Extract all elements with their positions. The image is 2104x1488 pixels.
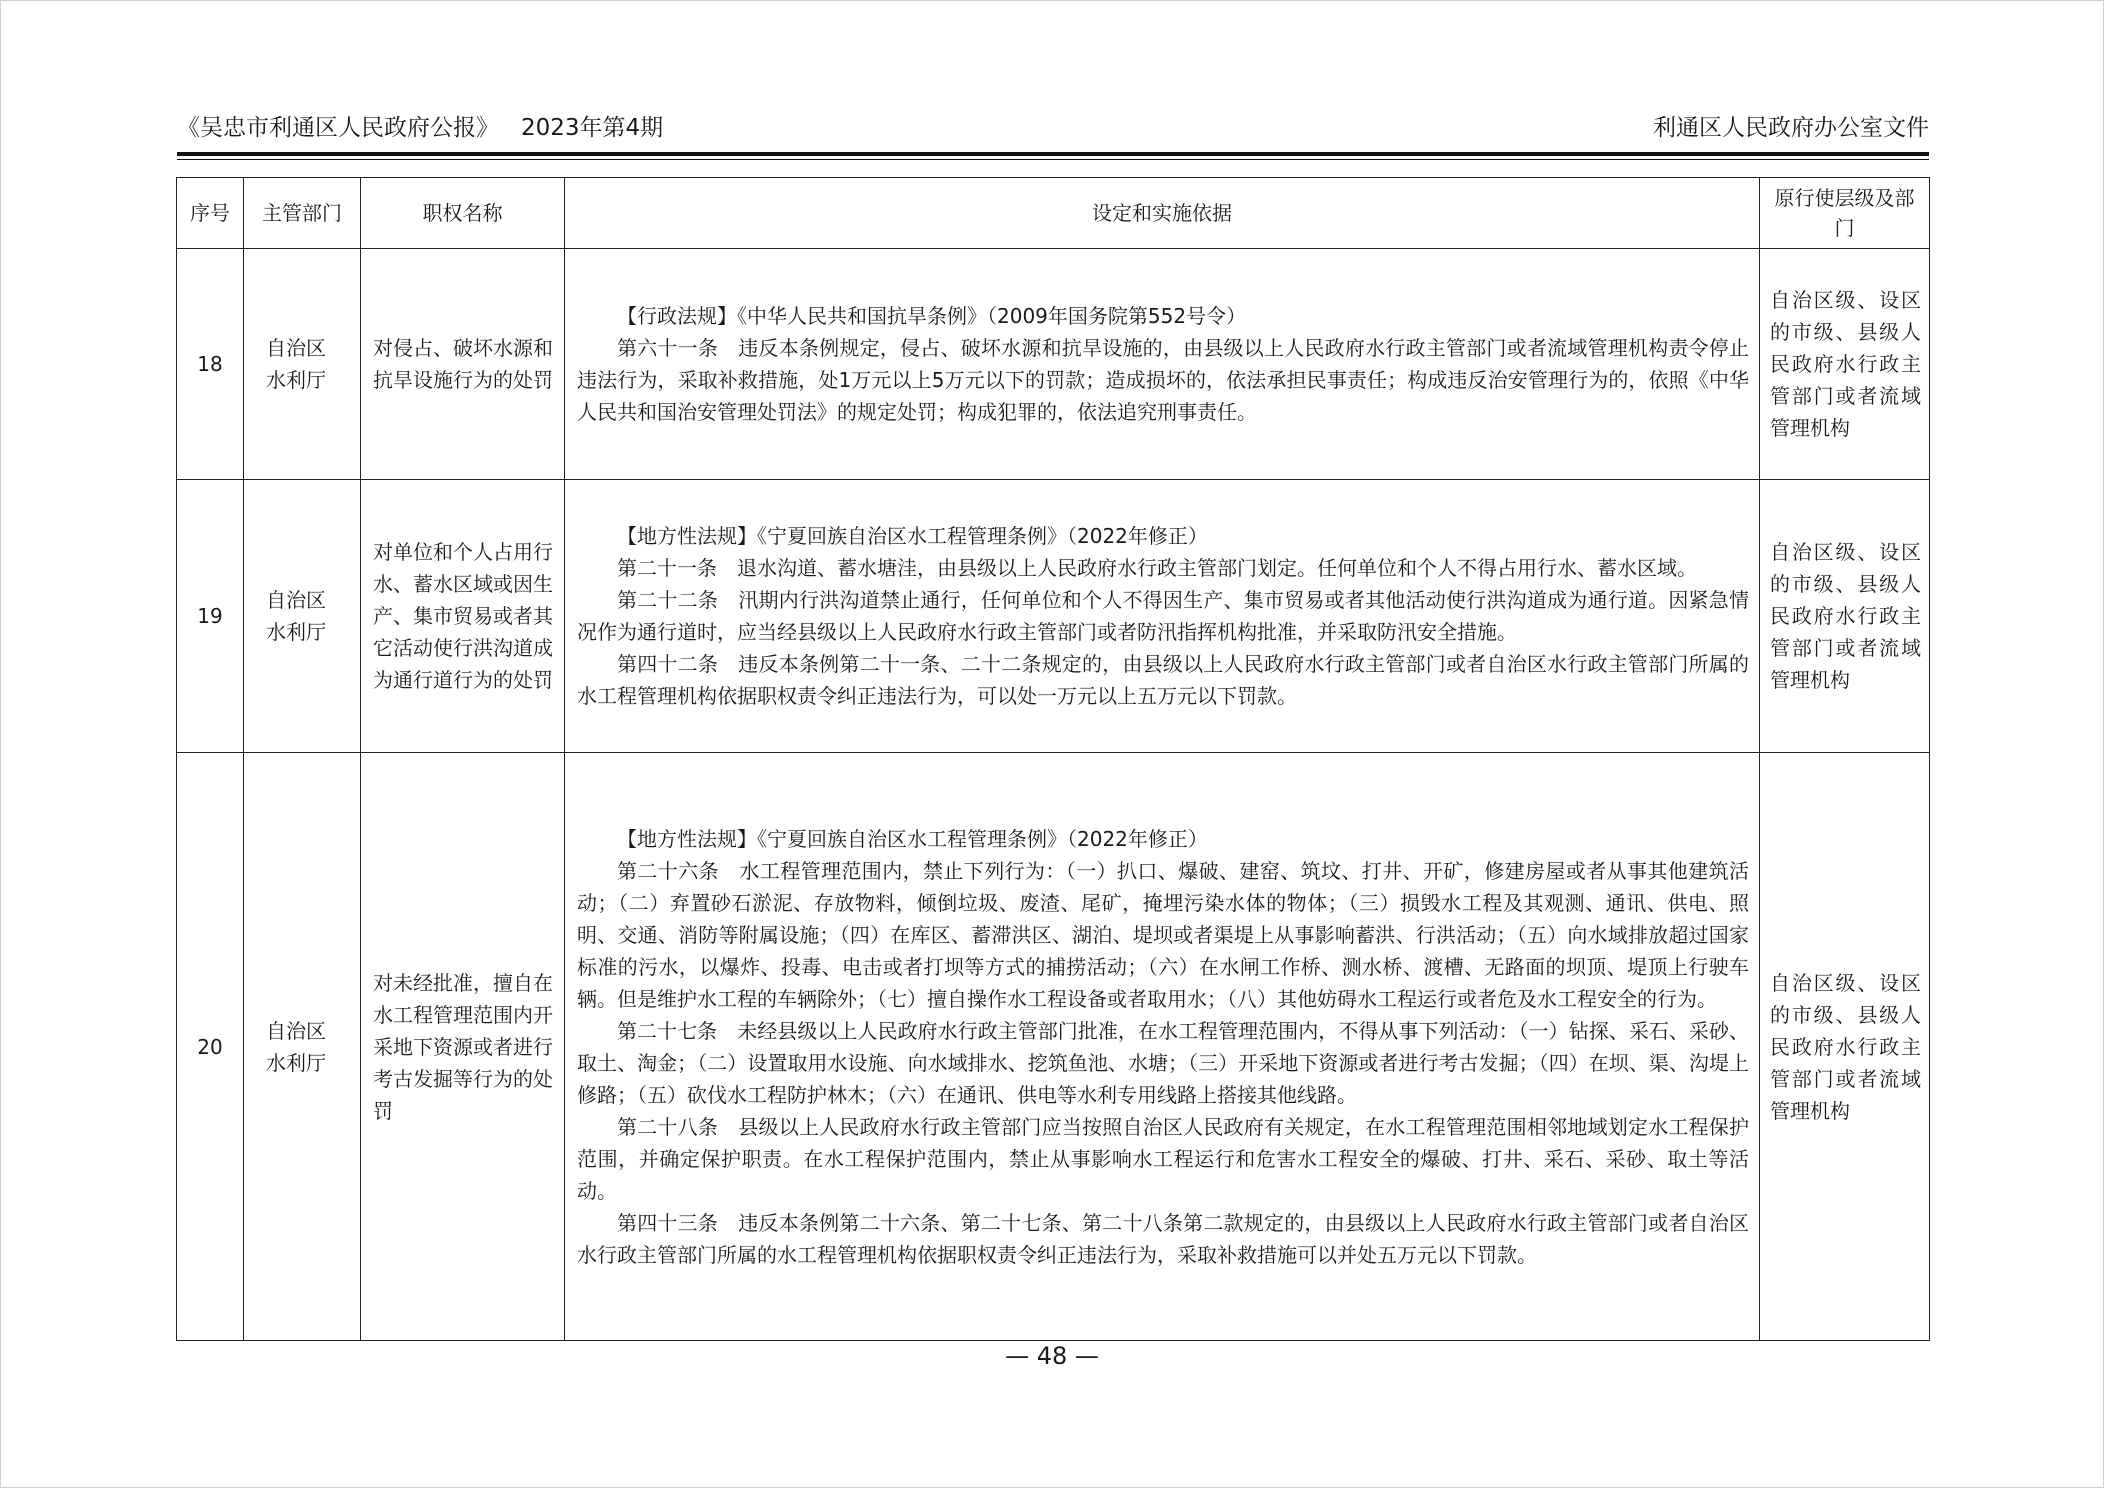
header-rule-thick (177, 152, 1929, 156)
authority-table (176, 177, 1930, 1341)
table-row (177, 480, 1930, 753)
page-header (177, 108, 1929, 148)
basis-paragraph: 第二十八条 县级以上人民政府水行政主管部门应当按照自治区人民政府有关规定，在水工程管理范围相邻地域划定水工程保护范围，并确定保护职责。在水工程保护范围内，禁止从事影响水工程运行和危害水工程安全的爆破、打井、采石、采砂、取土等活动。 (577, 1114, 1749, 1203)
header-rule-thin (177, 159, 1929, 160)
row-number: 19 (177, 480, 244, 753)
basis-paragraph: 第二十六条 水工程管理范围内，禁止下列行为：（一）扒口、爆破、建窑、筑坟、打井、开矿，修建房屋或者从事其他建筑活动；（二）弃置砂石淤泥、存放物料，倾倒垃圾、废渣、尾矿，掩埋污染水体的物体；（三）损毁水工程及其观测、通讯、供电、照明、交通、消防等附属设施；（四）在库区、蓄滞洪区、湖泊、堤坝或者渠堤上从事影响蓄洪、行洪活动；（五）向水域排放超过国家标准的污水，以爆炸、投毒、电击或者打坝等方式的捕捞活动；（六）在水闸工作桥、测水桥、渡槽、无路面的坝顶、堤顶上行驶车辆。但是维护水工程的车辆除外；（七）擅自操作水工程设备或者取用水；（八）其他妨碍水工程运行或者危及水工程安全的行为。 (577, 858, 1749, 1011)
basis-paragraph: 第二十一条 退水沟道、蓄水塘洼，由县级以上人民政府水行政主管部门划定。任何单位和个人不得占用行水、蓄水区域。 (617, 556, 1697, 580)
basis-paragraph: 第四十二条 违反本条例第二十一条、二十二条规定的，由县级以上人民政府水行政主管部门或者自治区水行政主管部门所属的水工程管理机构依据职权责令纠正违法行为，可以处一万元以上五万元以下罚款。 (577, 652, 1749, 708)
basis-cell (565, 480, 1760, 753)
basis-paragraph: 第二十二条 汛期内行洪沟道禁止通行，任何单位和个人不得因生产、集市贸易或者其他活动使行洪沟道成为通行道。因紧急情况作为通行道时，应当经县级以上人民政府水行政主管部门或者防汛指挥机构批准，并采取防汛安全措施。 (577, 588, 1749, 644)
authority-name: 对侵占、破坏水源和抗旱设施行为的处罚 (361, 249, 565, 480)
department-text: 自治区水利厅 (266, 588, 326, 644)
issuer-name: 利通区人民政府办公室文件 (1653, 115, 1929, 141)
level-cell: 自治区级、设区的市级、县级人民政府水行政主管部门或者流域管理机构 (1760, 480, 1930, 753)
department-cell (244, 753, 361, 1341)
basis-paragraph: 第六十一条 违反本条例规定，侵占、破坏水源和抗旱设施的，由县级以上人民政府水行政主管部门或者流域管理机构责令停止违法行为，采取补救措施，处1万元以上5万元以下的罚款；造成损坏的，依法承担民事责任；构成违反治安管理行为的，依照《中华人民共和国治安管理处罚法》的规定处罚；构成犯罪的，依法追究刑事责任。 (577, 336, 1749, 424)
basis-paragraph: 【地方性法规】《宁夏回族自治区水工程管理条例》（2022年修正） (617, 524, 1208, 548)
table-row (177, 249, 1930, 480)
basis-paragraph: 第二十七条 未经县级以上人民政府水行政主管部门批准，在水工程管理范围内，不得从事下列活动：（一）钻探、采石、采砂、取土、淘金；（二）设置取用水设施、向水域排水、挖筑鱼池、水塘；（三）开采地下资源或者进行考古发掘；（四）在坝、渠、沟堤上修路；（五）砍伐水工程防护林木；（六）在通讯、供电等水利专用线路上搭接其他线路。 (577, 1018, 1749, 1107)
department-cell (244, 480, 361, 753)
level-cell: 自治区级、设区的市级、县级人民政府水行政主管部门或者流域管理机构 (1760, 753, 1930, 1341)
table-header-row (177, 178, 1930, 249)
column-header-dept: 主管部门 (244, 178, 361, 249)
column-header-no: 序号 (177, 178, 244, 249)
department-text: 自治区水利厅 (266, 1018, 326, 1075)
column-header-level (1760, 178, 1930, 249)
basis-paragraph: 【行政法规】《中华人民共和国抗旱条例》（2009年国务院第552号令） (617, 304, 1247, 328)
basis-paragraph: 第四十三条 违反本条例第二十六条、第二十七条、第二十八条第二款规定的，由县级以上人民政府水行政主管部门或者自治区水行政主管部门所属的水工程管理机构依据职权责令纠正违法行为，采取补救措施可以并处五万元以下罚款。 (577, 1210, 1749, 1267)
row-number: 18 (177, 249, 244, 480)
issue-number: 2023年第4期 (521, 115, 664, 141)
basis-paragraph: 【地方性法规】《宁夏回族自治区水工程管理条例》（2022年修正） (617, 826, 1208, 851)
header-left (177, 108, 663, 148)
column-header-level-text: 原行使层级及部门 (1774, 186, 1915, 240)
column-header-basis: 设定和实施依据 (565, 178, 1760, 249)
authority-name: 对未经批准，擅自在水工程管理范围内开采地下资源或者进行考古发掘等行为的处罚 (361, 753, 565, 1341)
publication-title: 《吴忠市利通区人民政府公报》 (177, 115, 499, 141)
column-header-name: 职权名称 (361, 178, 565, 249)
row-number: 20 (177, 753, 244, 1341)
page-number: — 48 — (1005, 1342, 1099, 1370)
department-cell (244, 249, 361, 480)
table-row (177, 753, 1930, 1341)
basis-cell (565, 249, 1760, 480)
department-text: 自治区水利厅 (266, 336, 326, 392)
authority-name: 对单位和个人占用行水、蓄水区域或因生产、集市贸易或者其它活动使行洪沟道成为通行道行为的处罚 (361, 480, 565, 753)
level-cell: 自治区级、设区的市级、县级人民政府水行政主管部门或者流域管理机构 (1760, 249, 1930, 480)
basis-cell (565, 753, 1760, 1341)
